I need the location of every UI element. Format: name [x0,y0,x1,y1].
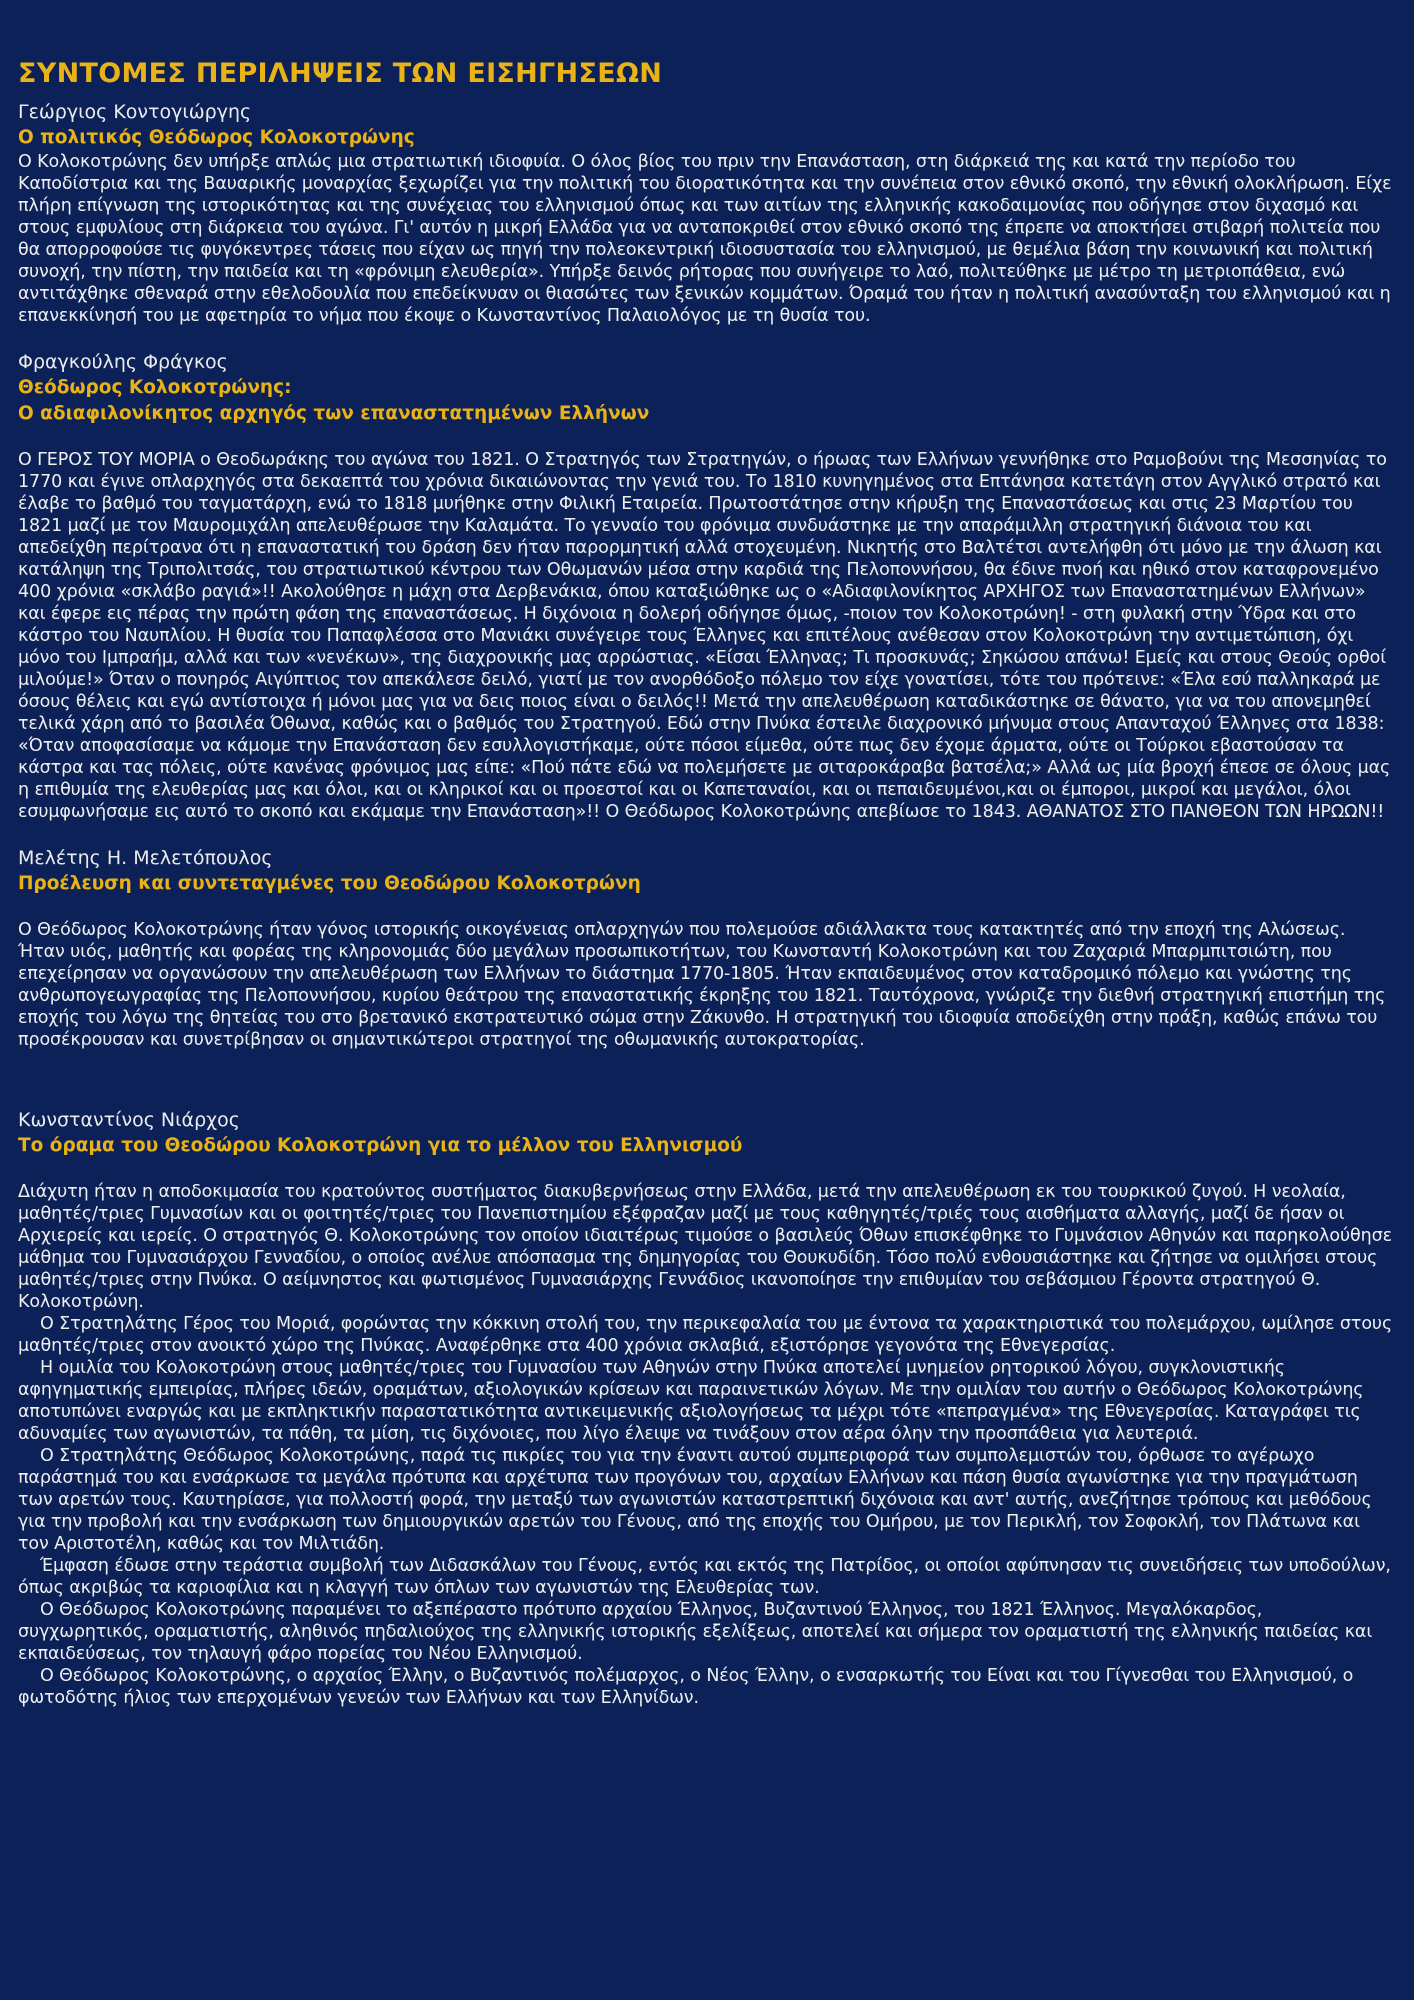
talk-paragraph: Έμφαση έδωσε στην τεράστια συμβολή των Διδασκάλων του Γένους, εντός και εκτός της Πατρίδος, οι οποίοι αφύπνησαν τις συνειδήσεις των υποδούλων, όπως ακριβώς τα καριοφίλια και η κλαγγή των όπλων των αγωνιστών της Ελευθερίας των. [18,1556,1391,1598]
talk-author: Μελέτης Η. Μελετόπουλος [18,847,273,869]
talk-author: Φραγκούλης Φράγκος [18,351,228,373]
talk-paragraph: Ο Στρατηλάτης Θεόδωρος Κολοκοτρώνης, παρά τις πικρίες του για την έναντι αυτού συμπεριφορά των συμπολεμιστών του, όρθωσε το αγέρωχο παράστημά του και ενσάρκωσε τα μεγάλα πρότυπα και αρχέτυπα των προγόνων του, αρχαίων Ελλήνων και πάση θυσία αγωνίστηκε για την πραγμάτωση των αρετών τους. Καυτηρίασε, για πολλοστή φορά, την μεταξύ των αγωνιστών καταστρεπτική διχόνοια και αντ' αυτής, ανεζήτησε τρόπους και μεθόδους για την προβολή και την ενσάρκωση των δημιουργικών αρετών του Γένους, από της εποχής του Ομήρου, με τον Περικλή, τον Σοφοκλή, τον Πλάτωνα και τον Αριστοτέλη, καθώς και τον Μιλτιάδη. [18,1446,1372,1554]
talk-paragraph: Διάχυτη ήταν η αποδοκιμασία του κρατούντος συστήματος διακυβερνήσεως στην Ελλάδα, μετά την απελευθέρωση εκ του τουρκικού ζυγού. Η νεολαία, μαθητές/τριες Γυμνασίων και οι φοιτητές/τριες του Πανεπιστημίου εξέφραζαν μαζί με τους καθηγητές/τριές τους αισθήματα αλλαγής, μαζί δε ήσαν οι Αρχιερείς και ιερείς. Ο στρατηγός Θ. Κολοκοτρώνης τον οποίον ιδιαιτέρως τιμούσε ο βασιλεύς Όθων επισκέφθηκε το Γυμνάσιον Αθηνών και παρηκολούθησε μάθημα του Γυμνασιάρχου Γενναδίου, ο οποίος ανέλυε απόσπασμα της δημηγορίας του Θουκυδίδη. Τόσο πολύ ενθουσιάστηκε και ζήτησε να ομιλήσει στους μαθητές/τριες στην Πνύκα. Ο αείμνηστος και φωτισμένος Γυμνασιάρχης Γεννάδιος ικανοποίησε την επιθυμίαν του σεβάσμιου Γέροντα στρατηγού Θ. Κολοκοτρώνη. [18,1182,1392,1312]
talk-section-3 [18,845,1396,1051]
talk-section-4 [18,1107,1396,1709]
talk-paragraph: Ο Θεόδωρος Κολοκοτρώνης, ο αρχαίος Έλλην, ο Βυζαντινός πολέμαρχος, ο Νέος Έλλην, ο ενσαρκωτής του Είναι και του Γίγνεσθαι του Ελληνισμού, ο φωτοδότης ήλιος των επερχομένων γενεών των Ελλήνων και των Ελληνίδων. [18,1666,1354,1708]
talk-abstract: Ο Θεόδωρος Κολοκοτρώνης ήταν γόνος ιστορικής οικογένειας οπλαρχηγών που πολεμούσε αδιάλλακτα τους κατακτητές από την εποχή της Αλώσεως. Ήταν υιός, μαθητής και φορέας της κληρονομιάς δύο μεγάλων προσωπικοτήτων, του Κωνσταντή Κολοκοτρώνη και του Ζαχαριά Μπαρμπιτσιώτη, που επεχείρησαν να οργανώσουν την απελευθέρωση των Ελλήνων το διάστημα 1770-1805. Ήταν εκπαιδευμένος στον καταδρομικό πόλεμο και γνώστης της ανθρωπογεωγραφίας της Πελοποννήσου, κυρίου θεάτρου της επαναστατικής έκρηξης του 1821. Ταυτόχρονα, γνώριζε την διεθνή στρατηγική επιστήμη της εποχής του λόγω της θητείας του στο βρετανικό εκστρατευτικό σώμα στην Ζάκυνθο. Η στρατηγική του ιδιοφυία αποδείχθη στην πράξη, καθώς επάνω του προσέκρουσαν και συνετρίβησαν οι σημαντικώτεροι στρατηγοί της οθωμανικής αυτοκρατορίας. [18,920,1386,1050]
talk-paragraph: Ο Στρατηλάτης Γέρος του Μοριά, φορώντας την κόκκινη στολή του, την περικεφαλαία του με έντονα τα χαρακτηριστικά του πολεμάρχου, ωμίλησε στους μαθητές/τριες στον ανοικτό χώρο της Πνύκας. Αναφέρθηκε στα 400 χρόνια σκλαβιά, εξιστόρησε γεγονότα της Εθνεγερσίας. [18,1314,1393,1356]
title-spacer [18,897,1396,919]
talk-paragraph: Η ομιλία του Κολοκοτρώνη στους μαθητές/τριες του Γυμνασίου των Αθηνών στην Πνύκα αποτελεί μνημείον ρητορικού λόγου, συγκλονιστικής αφηγηματικής εμπειρίας, πλήρες ιδεών, οραμάτων, αξιολογικών κρίσεων και παραινετικών λόγων. Με την ομιλίαν του αυτήν ο Θεόδωρος Κολοκοτρώνης αποτυπώνει εναργώς και με εκπληκτικήν παραστατικότητα αντικειμενικής αξιολογήσεως τα μέχρι τότε «πεπραγμένα» της Εθνεγερσίας. Καταγράφει τις αδυναμίες των αγωνιστών, τα πάθη, τα μίση, τις διχόνοιες, που λίγο έλειψε να τινάξουν στον αέρα όλην την προσπάθεια για λευτεριά. [18,1358,1364,1444]
talk-title: Προέλευση και συντεταγμένες του Θεοδώρου Κολοκοτρώνη [18,873,641,894]
talk-title: Θεόδωρος Κολοκοτρώνης: [18,377,292,398]
talk-section-1 [18,99,1396,327]
title-spacer [18,427,1396,449]
talk-author: Κωνσταντίνος Νιάρχος [18,1109,240,1131]
talk-paragraph: Ο Θεόδωρος Κολοκοτρώνης παραμένει το αξεπέραστο πρότυπο αρχαίου Έλληνος, Βυζαντινού Έλληνος, του 1821 Έλληνος. Μεγαλόκαρδος, συγχωρητικός, οραματιστής, αληθινός πηδαλιούχος της ελληνικής ιστορικής εξελίξεως, αποτελεί και σήμερα τον οραματιστή της ελληνικής παιδείας και εκπαιδεύσεως, τον τηλαυγή φάρο πορείας του Νέου Ελληνισμού. [18,1600,1373,1664]
title-spacer [18,1159,1396,1181]
talk-author: Γεώργιος Κοντογιώργης [18,101,252,123]
talk-title: Το όραμα του Θεοδώρου Κολοκοτρώνη για το μέλλον του Ελληνισμού [18,1135,743,1156]
section-spacer [18,1051,1396,1107]
talk-abstract: Ο Κολοκοτρώνης δεν υπήρξε απλώς μια στρατιωτική ιδιοφυία. Ο όλος βίος του πριν την Επανάσταση, στη διάρκειά της και κατά την περίοδο του Καποδίστρια και της Βαυαρικής μοναρχίας ξεχωρίζει για την πολιτική του διορατικότητα και την συνέπεια στον εθνικό σκοπό, την εθνική ολοκλήρωση. Είχε πλήρη επίγνωση της ιστορικότητας και της συνέχειας του ελληνισμού όπως και των αιτίων της ελληνικής κακοδαιμονίας που οδήγησε στον διχασμό και στους εμφυλίους στη διάρκεια του αγώνα. Γι' αυτόν η μικρή Ελλάδα για να ανταποκριθεί στον εθνικό σκοπό της έπρεπε να αποκτήσει στιβαρή πολιτεία που θα απορροφούσε τις φυγόκεντρες τάσεις που είχαν ως πηγή την πολεοκεντρική ιδιοσυστασία του ελληνισμού, με θεμέλια βάση την κοινωνική και πολιτική συνοχή, την πίστη, την παιδεία και τη «φρόνιμη ελευθερία». Υπήρξε δεινός ρήτορας που συνήγειρε το λαό, πολιτεύθηκε με μέτρο τη μετριοπάθεια, ενώ αντιτάχθηκε σθεναρά στην εθελοδουλία που επεδείκνυαν οι θιασώτες των ξενικών κομμάτων. Όραμά του ήταν η πολιτική ανασύνταξη του ελληνισμού και η επανεκκίνησή του με αφετηρία το νήμα που έκοψε ο Κωνσταντίνος Παλαιολόγος με τη θυσία του. [18,152,1392,326]
talk-subtitle: Ο αδιαφιλονίκητος αρχηγός των επαναστατημένων Ελλήνων [18,403,650,424]
talk-section-2 [18,349,1396,823]
section-spacer [18,327,1396,349]
section-spacer [18,823,1396,845]
talk-abstract: Ο ΓΕΡΟΣ ΤΟΥ ΜΟΡΙΑ ο Θεοδωράκης του αγώνα του 1821. Ο Στρατηγός των Στρατηγών, ο ήρωας των Ελλήνων γεννήθηκε στο Ραμοβούνι της Μεσσηνίας το 1770 και έγινε οπλαρχηγός στα δεκαεπτά του χρόνια δικαιώνοντας την γενιά του. Το 1810 κυνηγημένος στα Επτάνησα κατετάγη στον Αγγλικό στρατό και έλαβε το βαθμό του ταγματάρχη, ενώ το 1818 μυήθηκε στην Φιλική Εταιρεία. Πρωτοστάτησε στην κήρυξη της Επαναστάσεως και στις 23 Μαρτίου του 1821 μαζί με τον Μαυρομιχάλη απελευθέρωσε την Καλαμάτα. Το γενναίο του φρόνιμα συνδυάστηκε με την απαράμιλλη στρατηγική διάνοια του και απεδείχθη περίτρανα ότι η επαναστατική του δράση δεν ήταν παρορμητική αλλά στοχευμένη. Νικητής στο Βαλτέτσι αντελήφθη ότι μόνο με την άλωση και κατάληψη της Τριπολιτσάς, του στρατιωτικού κέντρου των Οθωμανών μέσα στην καρδιά της Πελοποννήσου, θα έδινε πνοή και ηθικό στον καταφρονεμένο 400 χρόνια «σκλάβο ραγιά»!! Ακολούθησε η μάχη στα Δερβενάκια, όπου καταξιώθηκε ως ο «Αδιαφιλονίκητος ΑΡΧΗΓΟΣ των Επαναστατημένων Ελλήνων» και έφερε εις πέρας την πρώτη φάση της επαναστάσεως. Η διχόνοια η δολερή οδήγησε όμως, -ποιον τον Κολοκοτρώνη! - στη φυλακή στην Ύδρα και στο κάστρο του Ναυπλίου. Η θυσία του Παπαφλέσσα στο Μανιάκι συνέγειρε τους Έλληνες και επιτέλους ανέθεσαν στον Κολοκοτρώνη την αντιμετώπιση, όχι μόνο του Ιμπραήμ, αλλά και των «νενέκων», της διαχρονικής μας αρρώστιας. «Είσαι Έλληνας; Τι προσκυνάς; Σηκώσου απάνω! Εμείς και στους Θεούς ορθοί μιλούμε!» Όταν ο πονηρός Αιγύπτιος τον απεκάλεσε δειλό, γιατί με τον ανορθόδοξο πόλεμο τον είχε γονατίσει, τότε του πρότεινε: «Έλα εσύ παλληκαρά με όσους θέλεις και εγώ αντίστοιχα ή μόνοι μας για να δεις ποιος είναι ο δειλός!! Μετά την απελευθέρωση καταδικάστηκε σε θάνατο, για να του απονεμηθεί τελικά χάρη από το βασιλέα Όθωνα, καθώς και ο βαθμός του Στρατηγού. Εδώ στην Πνύκα έστειλε διαχρονικό μήνυμα στους Απανταχού Έλληνες στα 1838: «Όταν αποφασίσαμε να κάμομε την Επανάσταση δεν εσυλλογιστήκαμε, ούτε πόσοι είμεθα, ούτε πως δεν έχομε άρματα, ούτε οι Τούρκοι εβαστούσαν τα κάστρα και τας πόλεις, ούτε κανένας φρόνιμος μας είπε: «Πού πάτε εδώ να πολεμήσετε με σιταροκάραβα βατσέλα;» Αλλά ως μία βροχή έπεσε σε όλους μας η επιθυμία της ελευθερίας μας και όλοι, και οι κληρικοί και οι προεστοί και οι Καπεταναίοι, και οι πεπαιδευμένοι,και οι έμποροι, μικροί και μεγάλοι, όλοι εσυμφωνήσαμε εις αυτό το σκοπό και εκάμαμε την Επανάσταση»!! Ο Θεόδωρος Κολοκοτρώνης απεβίωσε το 1843. ΑΘΑΝΑΤΟΣ ΣΤΟ ΠΑΝΘΕΟΝ ΤΩΝ ΗΡΩΩΝ!! [18,450,1391,822]
talk-title: Ο πολιτικός Θεόδωρος Κολοκοτρώνης [18,127,415,148]
page-title: ΣΥΝΤΟΜΕΣ ΠΕΡΙΛΗΨΕΙΣ ΤΩΝ ΕΙΣΗΓΗΣΕΩΝ [18,58,663,89]
